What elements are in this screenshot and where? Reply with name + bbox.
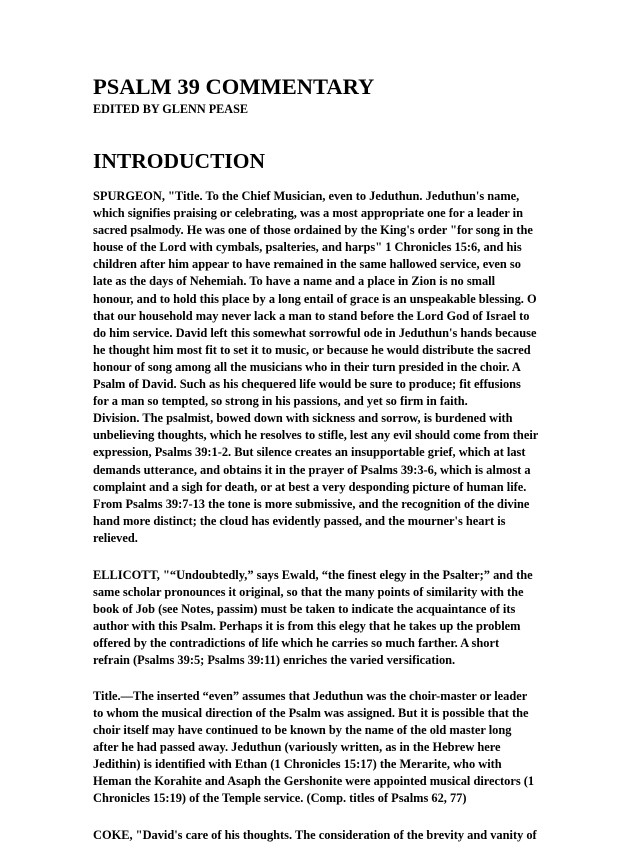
paragraph-line: house of the Lord with cymbals, psalteries, and harps" 1 Chronicles 15:6, and his [93, 240, 522, 255]
paragraph-line: Jedithin) is identified with Ethan (1 Chronicles 15:17) the Merarite, who with [93, 756, 502, 771]
paragraph-line: SPURGEON, "Title. To the Chief Musician, even to Jeduthun. Jeduthun's name, [93, 189, 520, 203]
paragraph-line: COKE, "David's care of his thoughts. The consideration of the brevity and vanity of [93, 828, 537, 843]
page-content [93, 74, 549, 844]
paragraph-line: Heman the Korahite and Asaph the Gershonite were appointed musical directors (1 [93, 774, 535, 788]
paragraph-ellicott [93, 567, 549, 670]
paragraph-line: book of Job (see Notes, passim) must be taken to indicate the acquaintance of its [93, 602, 516, 617]
paragraph-line: Chronicles 15:19) of the Temple service. (Comp. titles of Psalms 62, 77) [93, 791, 467, 806]
paragraph-line: do him service. David left this somewhat sorrowful ode in Jeduthun's hands because [93, 325, 537, 340]
paragraph-line: for a man so tempted, so strong in his passions, and yet so firm in faith. [93, 394, 468, 409]
paragraph-line: relieved. [93, 530, 138, 545]
paragraph-line: ELLICOTT, "“Undoubtedly,” says Ewald, “the finest elegy in the Psalter;” and the [93, 567, 533, 582]
paragraph-line: From Psalms 39:7-13 the tone is more submissive, and the recognition of the divine [93, 496, 530, 511]
paragraph-line: late as the days of Nehemiah. To have a name and a place in Zion is no small [93, 274, 496, 289]
paragraph-title-note [93, 688, 549, 808]
paragraph-line: to whom the musical direction of the Psalm was assigned. But it is possible that the [93, 705, 529, 720]
paragraph-line: after he had passed away. Jeduthun (variously written, as in the Hebrew here [93, 739, 501, 754]
paragraph-line: demands utterance, and obtains it in the prayer of Psalms 39:3-6, which is almost a [93, 462, 531, 477]
paragraph-line: unbelieving thoughts, which he resolves to stifle, lest any evil should come from their [93, 428, 539, 443]
paragraph-line: which signifies praising or celebrating, was a most appropriate one for a leader in [93, 206, 523, 221]
paragraph-line: Title.—The inserted “even” assumes that Jeduthun was the choir-master or leader [93, 688, 528, 703]
paragraph-line: hand more distinct; the cloud has evidently passed, and the mourner's heart is [93, 513, 506, 528]
paragraph-line: Psalm of David. Such as his chequered life would be sure to produce; fit effusions [93, 377, 521, 392]
section-heading: INTRODUCTION [93, 149, 266, 173]
paragraph-line: choir itself may have continued to be known by the name of the old master long [93, 722, 512, 737]
paragraph-line: honour, and to hold this place by a long entail of grace is an unspeakable blessing. O [93, 291, 537, 306]
paragraph-line: expression, Psalms 39:1-2. But silence creates an insupportable grief, which at last [93, 445, 526, 460]
paragraph-line: same scholar pronounces it original, so that the many points of similarity with the [93, 585, 524, 600]
paragraph-line: complaint and a sigh for death, or at best a very desponding picture of human life. [93, 479, 527, 494]
paragraph-line: children after him appear to have remained in the same hallowed service, even so [93, 257, 521, 272]
paragraph-coke [93, 827, 549, 844]
document-title: PSALM 39 COMMENTARY [93, 74, 375, 99]
paragraph-line: honour of song among all the musicians who in their turn presided in the choir. A [93, 359, 521, 374]
paragraph-line: Division. The psalmist, bowed down with sickness and sorrow, is burdened with [93, 411, 513, 426]
paragraph-line: offered by the contradictions of life which he carries so much farther. A short [93, 636, 500, 651]
paragraph-line: he thought him most fit to set it to music, or because he would distribute the sacred [93, 342, 531, 357]
paragraph-line: refrain (Psalms 39:5; Psalms 39:11) enriches the varied versification. [93, 653, 456, 668]
paragraph-line: author with this Psalm. Perhaps it is from this elegy that he takes up the problem [93, 619, 521, 634]
document-subtitle: EDITED BY GLENN PEASE [93, 102, 248, 116]
paragraph-spurgeon [93, 188, 549, 547]
paragraph-line: sacred psalmody. He was one of those ordained by the King's order "for song in the [93, 223, 533, 238]
paragraph-line: that our household may never lack a man to stand before the Lord God of Israel to [93, 308, 530, 323]
